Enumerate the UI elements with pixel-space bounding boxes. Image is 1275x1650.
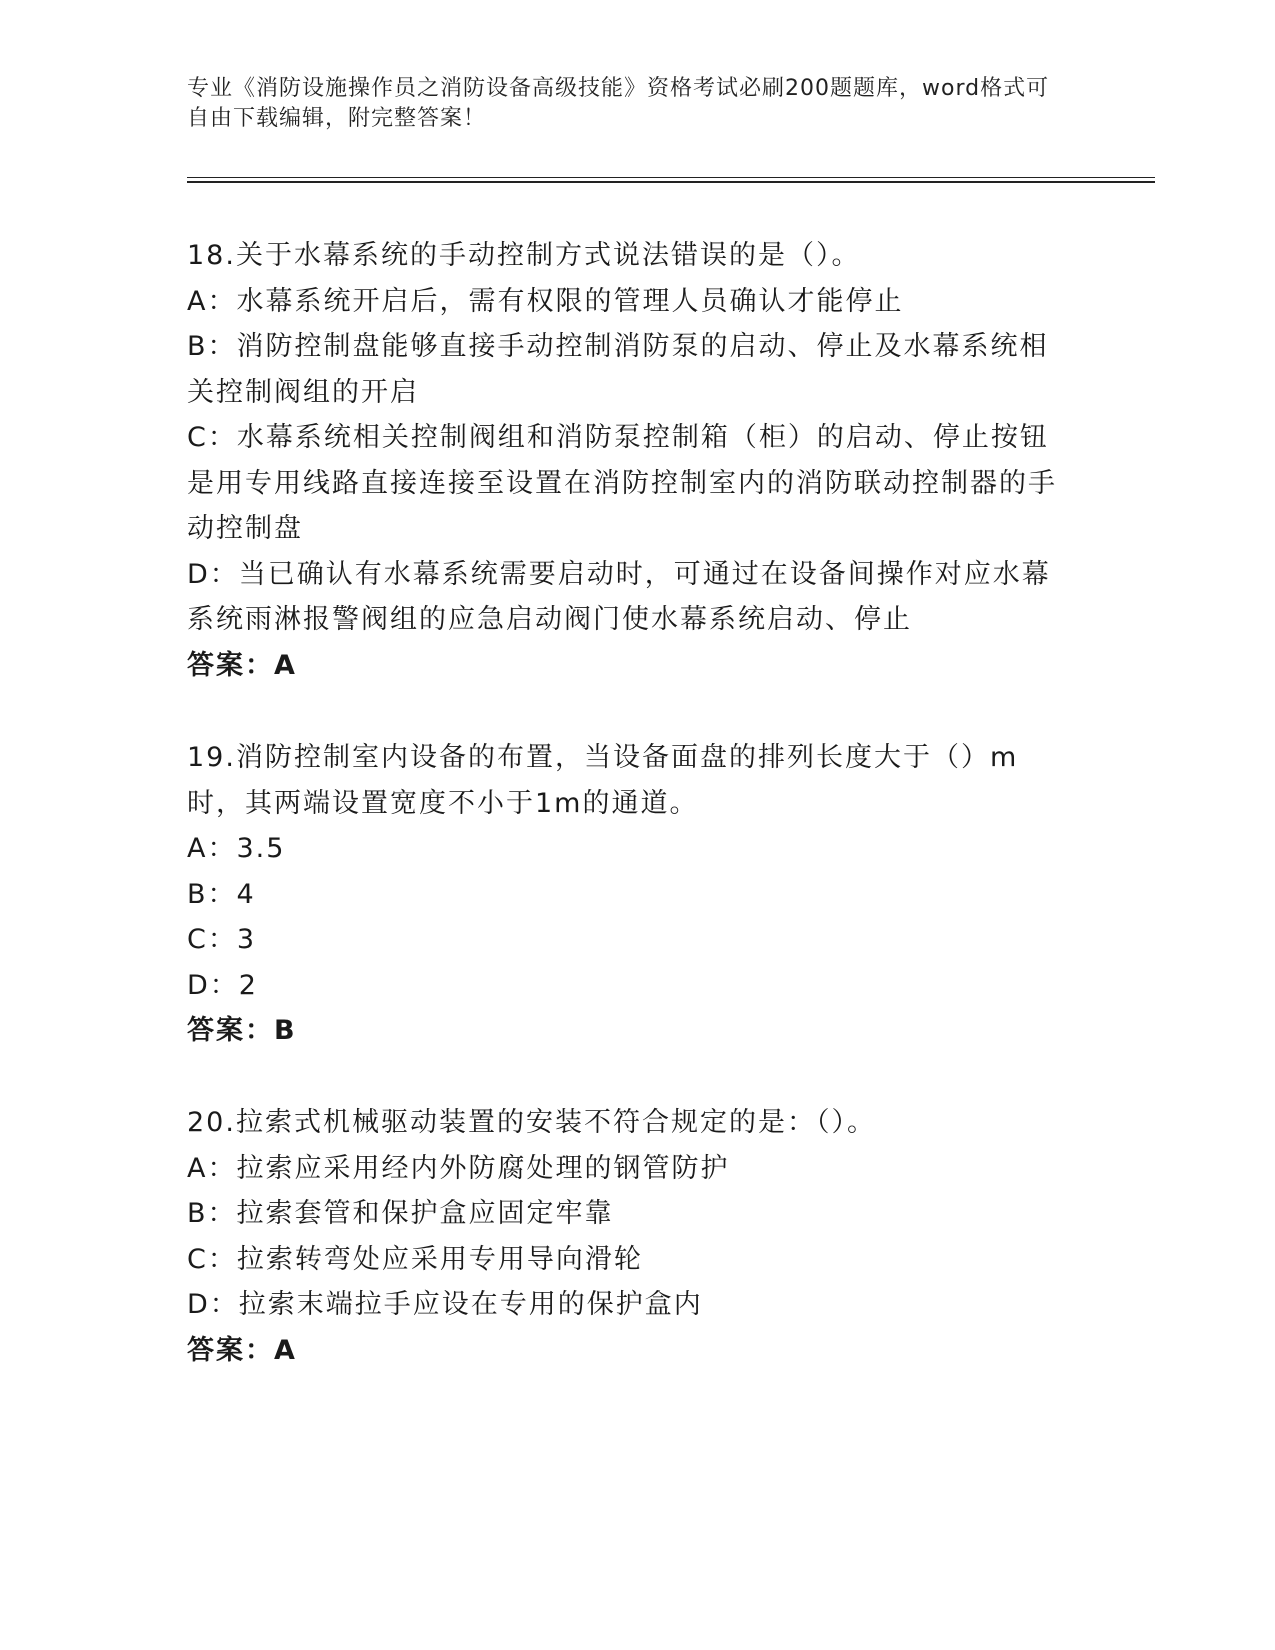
answer: 答案：A bbox=[187, 649, 297, 681]
header-title: 专业《消防设施操作员之消防设备高级技能》资格考试必刷200题题库，word格式可自由下载编辑，附完整答案！ bbox=[187, 76, 1050, 131]
question-20 bbox=[187, 1100, 1067, 1373]
option-d: D：2 bbox=[187, 969, 258, 1001]
option-b: B：4 bbox=[187, 878, 256, 910]
option-b: B：拉索套管和保护盒应固定牢靠 bbox=[187, 1198, 614, 1229]
header-rule-thick bbox=[187, 181, 1155, 183]
option-a: A：3.5 bbox=[187, 833, 286, 864]
option-c: C：3 bbox=[187, 924, 257, 955]
option-a: A：拉索应采用经内外防腐处理的钢管防护 bbox=[187, 1152, 730, 1184]
document-header bbox=[187, 74, 1067, 134]
header-rule-thin bbox=[187, 177, 1155, 178]
option-b: B：消防控制盘能够直接手动控制消防泵的启动、停止及水幕系统相关控制阀组的开启 bbox=[187, 331, 1049, 408]
option-c: C：拉索转弯处应采用专用导向滑轮 bbox=[187, 1243, 643, 1275]
question-stem: 19.消防控制室内设备的布置，当设备面盘的排列长度大于（）m时，其两端设置宽度不小于1m的通道。 bbox=[187, 742, 1019, 819]
answer: 答案：B bbox=[187, 1015, 297, 1046]
option-c: C：水幕系统相关控制阀组和消防泵控制箱（柜）的启动、停止按钮是用专用线路直接连接至设置在消防控制室内的消防联动控制器的手动控制盘 bbox=[187, 422, 1057, 544]
question-19 bbox=[187, 735, 1067, 1054]
question-18 bbox=[187, 233, 1067, 688]
question-stem: 18.关于水幕系统的手动控制方式说法错误的是（）。 bbox=[187, 240, 861, 271]
option-a: A：水幕系统开启后，需有权限的管理人员确认才能停止 bbox=[187, 285, 904, 317]
answer: 答案：A bbox=[187, 1334, 297, 1366]
option-d: D：当已确认有水幕系统需要启动时，可通过在设备间操作对应水幕系统雨淋报警阀组的应急启动阀门使水幕系统启动、停止 bbox=[187, 558, 1051, 635]
option-d: D：拉索末端拉手应设在专用的保护盒内 bbox=[187, 1289, 703, 1320]
question-stem: 20.拉索式机械驱动装置的安装不符合规定的是：（）。 bbox=[187, 1107, 876, 1138]
